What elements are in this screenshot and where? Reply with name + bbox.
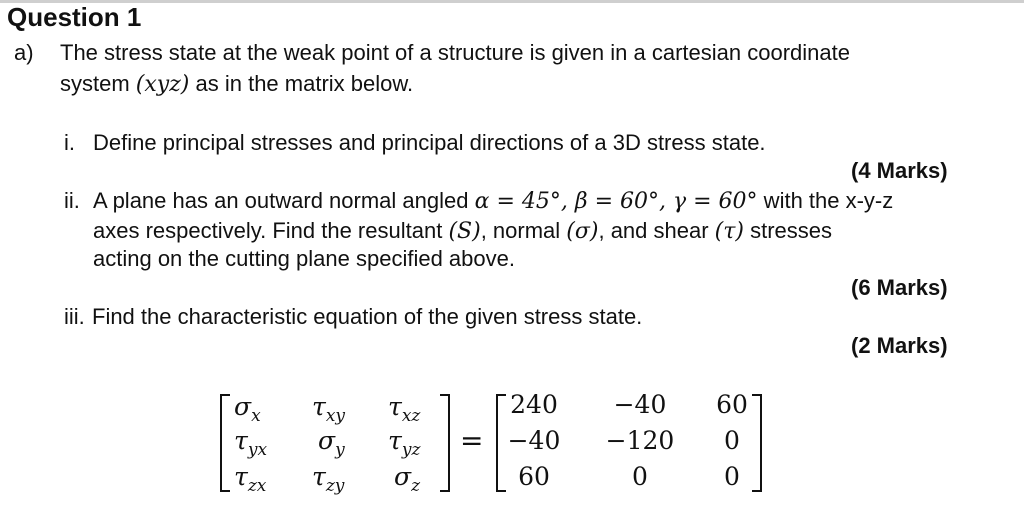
matrix-value-r1c1: 240 <box>510 390 558 419</box>
matrix-sym-r2c3 <box>388 426 438 460</box>
sym-base: τ <box>234 426 248 455</box>
sym-base: τ <box>234 462 248 491</box>
matrix-value-r1c2: −40 <box>613 390 667 419</box>
equals-sign: = <box>460 424 484 457</box>
item-iii-marks: (2 Marks) <box>851 333 948 358</box>
stress-matrix-equation <box>210 388 770 500</box>
matrix-value-r2c1: −40 <box>507 426 561 455</box>
top-rule <box>0 0 1024 3</box>
sym-base: σ <box>318 426 336 455</box>
item-ii-line3: acting on the cutting plane specified above. <box>93 246 515 271</box>
item-iii-text: Find the characteristic equation of the given stress state. <box>92 304 643 329</box>
matrix-value-r2c3: 0 <box>724 426 740 455</box>
matrix-value-r3c2: 0 <box>632 462 648 491</box>
matrix-sym-r1c2 <box>312 392 362 426</box>
sym-sub: x <box>251 406 261 426</box>
item-ii-line2-mid1: , normal <box>480 218 567 243</box>
matrix-sym-r3c3 <box>394 462 438 496</box>
sym-base: τ <box>388 426 402 455</box>
sym-sub: xz <box>401 406 421 426</box>
shear-symbol: (τ) <box>714 219 744 244</box>
matrix-sym-r1c1 <box>234 392 278 426</box>
item-ii-marks: (6 Marks) <box>851 275 948 300</box>
part-a-line1: The stress state at the weak point of a structure is given in a cartesian coordinate <box>60 40 850 65</box>
item-iii-label: iii. <box>64 304 85 329</box>
item-ii-line2-post: stresses <box>744 218 833 243</box>
matrix-sym-r3c2 <box>312 462 362 496</box>
sym-base: τ <box>312 392 326 421</box>
sym-base: τ <box>312 462 326 491</box>
item-ii-line1 <box>93 188 893 214</box>
question-title: Question 1 <box>7 2 142 32</box>
sym-base: τ <box>388 392 402 421</box>
sym-sub: zx <box>247 476 267 496</box>
sym-sub: z <box>411 476 421 496</box>
coordinate-system-symbol: (xyz) <box>135 72 190 97</box>
matrix-sym-r2c1 <box>234 426 284 460</box>
sym-sub: yz <box>401 440 421 460</box>
part-a-line2 <box>60 71 413 97</box>
normal-symbol: (σ) <box>566 219 599 244</box>
item-i-label: i. <box>64 130 75 155</box>
item-ii-line1-pre: A plane has an outward normal angled <box>93 188 475 213</box>
sym-sub: zy <box>325 476 345 496</box>
item-i-text: Define principal stresses and principal directions of a 3D stress state. <box>93 130 766 155</box>
matrix-value-r3c3: 0 <box>724 462 740 491</box>
matrix-sym-r2c2 <box>318 426 362 460</box>
item-ii-line2 <box>93 218 832 244</box>
matrix-value-r3c1: 60 <box>518 462 550 491</box>
matrix-sym-r1c3 <box>388 392 438 426</box>
sym-base: σ <box>234 392 252 421</box>
part-a-line2-pre: system <box>60 71 136 96</box>
item-ii-line2-pre: axes respectively. Find the resultant <box>93 218 449 243</box>
item-ii-line1-post: with the x-y-z <box>757 188 894 213</box>
sym-sub: y <box>335 440 345 460</box>
item-ii-label: ii. <box>64 188 80 213</box>
sym-base: σ <box>394 462 412 491</box>
sym-sub: yx <box>247 440 268 460</box>
item-ii-line2-mid2: , and shear <box>598 218 715 243</box>
matrix-sym-r3c1 <box>234 462 284 496</box>
item-i-marks: (4 Marks) <box>851 158 948 183</box>
sym-sub: xy <box>325 406 346 426</box>
matrix-value-r1c3: 60 <box>716 390 748 419</box>
left-matrix-close-bracket <box>440 394 450 492</box>
resultant-symbol: (S) <box>448 219 481 244</box>
matrix-value-r2c2: −120 <box>605 426 675 455</box>
part-a-line2-post: as in the matrix below. <box>189 71 414 96</box>
direction-angles: α = 45°, β = 60°, γ = 60° <box>474 189 758 214</box>
left-matrix-open-bracket <box>220 394 230 492</box>
part-a-label: a) <box>14 40 34 65</box>
